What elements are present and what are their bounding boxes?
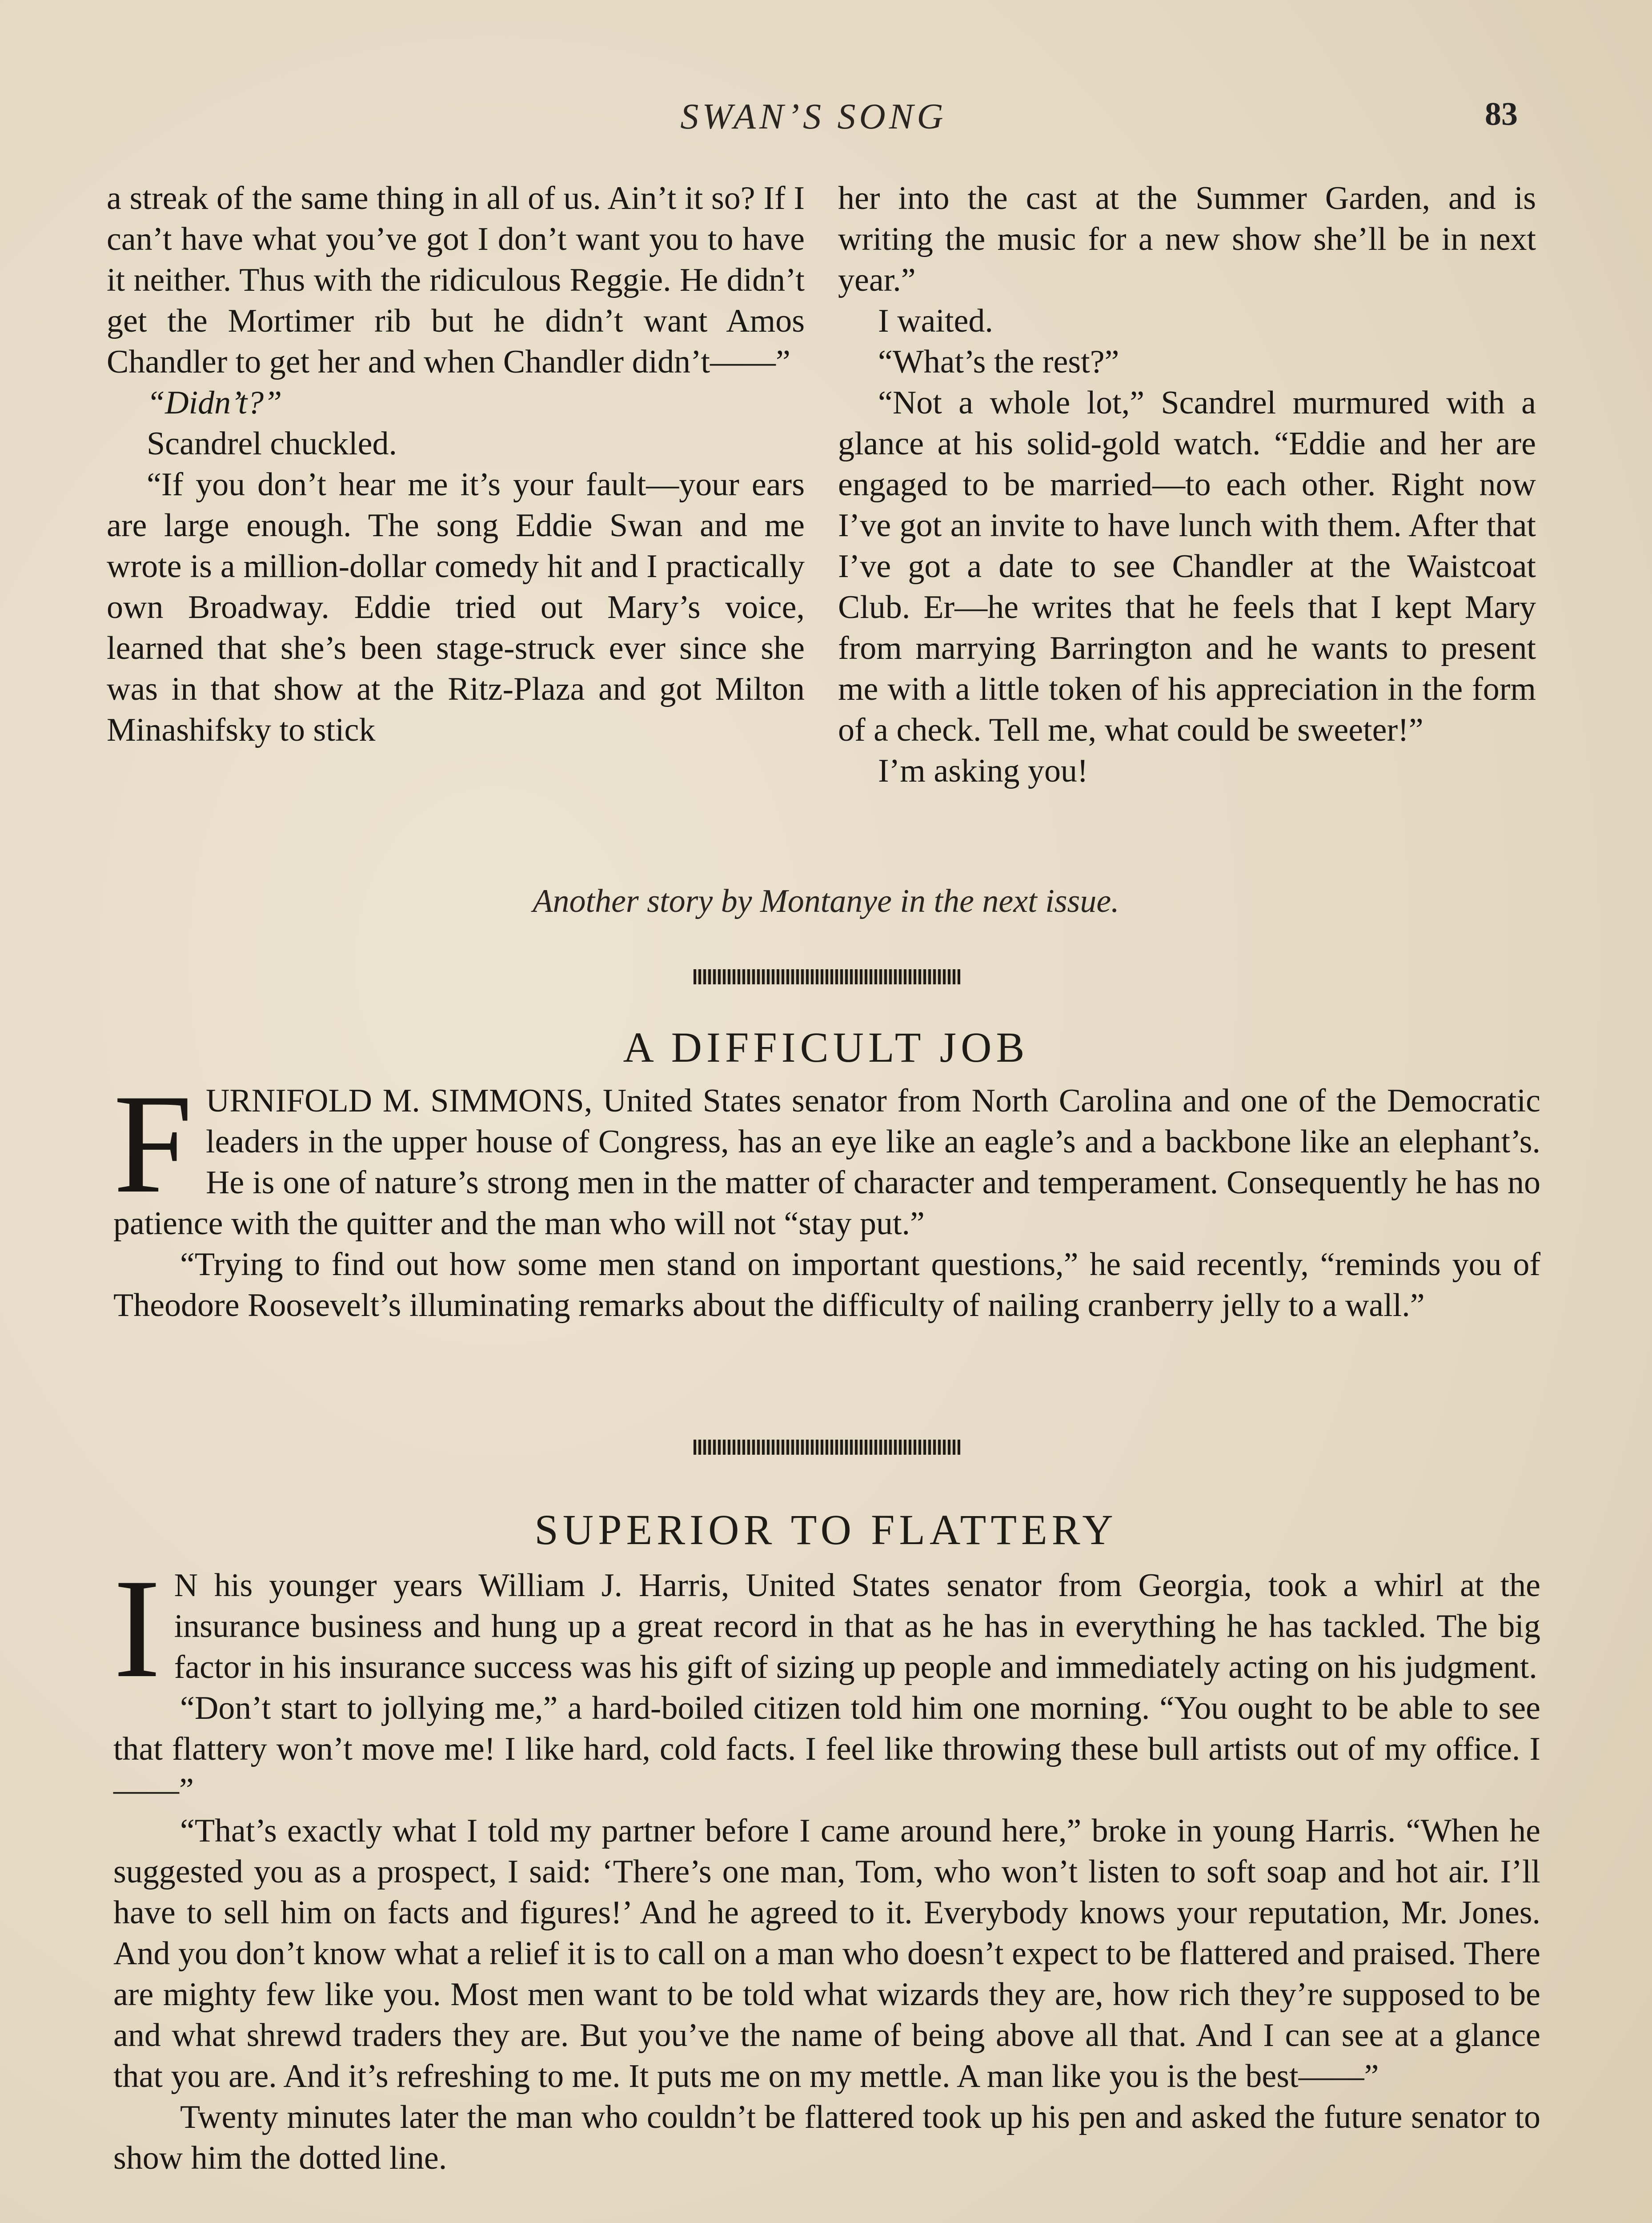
article-title-difficult-job: A DIFFICULT JOB: [623, 1023, 1029, 1071]
article-paragraph: [113, 1065, 1540, 1244]
drop-cap: F: [113, 1065, 192, 1223]
story-paragraph: “If you don’t hear me it’s your fault—your ears are large enough. The song Eddie Swan and me wrote is a million-dollar comedy hit and I practically own Broadway. Eddie tried out Mary’s voice, learned that she’s been stage-struck ever since she was in that show at the Ritz-Plaza and got Milton Minashifsky to stick: [107, 466, 805, 748]
article-paragraph: Twenty minutes later the man who couldn’t be flattered took up his pen and asked the future senator to show him the dotted line.: [113, 2099, 1540, 2176]
story-paragraph: a streak of the same thing in all of us. Ain’t it so? If I can’t have what you’ve got I don’t want you to have it neither. Thus with the ridiculous Reggie. He didn’t get the Mortimer rib but he didn’t want Amos Chandler to get her and when Chandler didn’t——”: [107, 180, 805, 380]
section-divider: [694, 1440, 960, 1455]
story-column-right: [838, 178, 1536, 791]
drop-cap: I: [113, 1550, 161, 1707]
story-paragraph: “Not a whole lot,” Scandrel murmured with a glance at his solid-gold watch. “Eddie and her are engaged to be married—to each other. Right now I’ve got an invite to have lunch with them. After that I’ve got a date to see Chandler at the Waistcoat Club. Er—he writes that he feels that I kept Mary from marrying Barrington and he wants to present me with a little token of his appreciation in the form of a check. Tell me, what could be sweeter!”: [838, 385, 1536, 748]
page-number: 83: [1485, 96, 1518, 132]
story-paragraph: “Didn’t?”: [147, 385, 282, 421]
article-paragraph: [113, 1550, 1540, 1707]
next-issue-tagline: Another story by Montanye in the next issue.: [533, 883, 1119, 919]
article-paragraph: “Don’t start to jollying me,” a hard-boiled citizen told him one morning. “You ought to be able to see that flattery won’t move me! I like hard, cold facts. I feel like throwing these bull artists out of my office. I——”: [113, 1690, 1540, 1808]
running-title: SWAN’S SONG: [680, 96, 947, 136]
article-difficult-job: [113, 1065, 1540, 1326]
story-paragraph: her into the cast at the Summer Garden, and is writing the music for a new show she’ll be in next year.”: [838, 180, 1536, 298]
page-header: [0, 96, 1652, 144]
article-paragraph: “Trying to find out how some men stand on important questions,” he said recently, “reminds you of Theodore Roosevelt’s illuminating remarks about the difficulty of nailing cranberry jelly to a wall.”: [113, 1246, 1540, 1324]
story-paragraph: “What’s the rest?”: [878, 344, 1119, 380]
article-paragraph: “That’s exactly what I told my partner before I came around here,” broke in young Harris. “When he suggested you as a prospect, I said: ‘There’s one man, Tom, who won’t listen to soft soap and hot air. I’ll have to sell him on facts and figures!’ And he agreed to it. Everybody knows your reputation, Mr. Jones. And you don’t know what a relief it is to call on a man who doesn’t expect to be flattered and praised. There are mighty few like you. Most men want to be told what wizards they are, how rich they’re supposed to be and what shrewd traders they are. But you’ve the name of being above all that. And I can see at a glance that you are. And it’s refreshing to me. It puts me on my mettle. A man like you is the best——”: [113, 1813, 1540, 2095]
story-paragraph: I waited.: [878, 303, 993, 339]
section-divider: [694, 969, 960, 984]
article-superior-to-flattery: [113, 1550, 1540, 2179]
story-paragraph: I’m asking you!: [878, 753, 1088, 789]
article-paragraph-text: URNIFOLD M. SIMMONS, United States senator from North Carolina and one of the Democratic leaders in the upper house of Congress, has an eye like an eagle’s and a backbone like an elephant’s. He is one of nature’s strong men in the matter of character and temperament. Consequently he has no patience with the quitter and the man who will not “stay put.”: [113, 1083, 1540, 1242]
article-title-superior-to-flattery: SUPERIOR TO FLATTERY: [534, 1506, 1118, 1553]
story-column-left: [107, 178, 805, 750]
story-paragraph: Scandrel chuckled.: [147, 425, 397, 462]
article-paragraph-text: N his younger years William J. Harris, United States senator from Georgia, took a whirl at the insurance business and hung up a great record in that as he has in everything he has tackled. The big factor in his insurance success was his gift of sizing up people and immediately acting on his judgment.: [174, 1567, 1540, 1685]
